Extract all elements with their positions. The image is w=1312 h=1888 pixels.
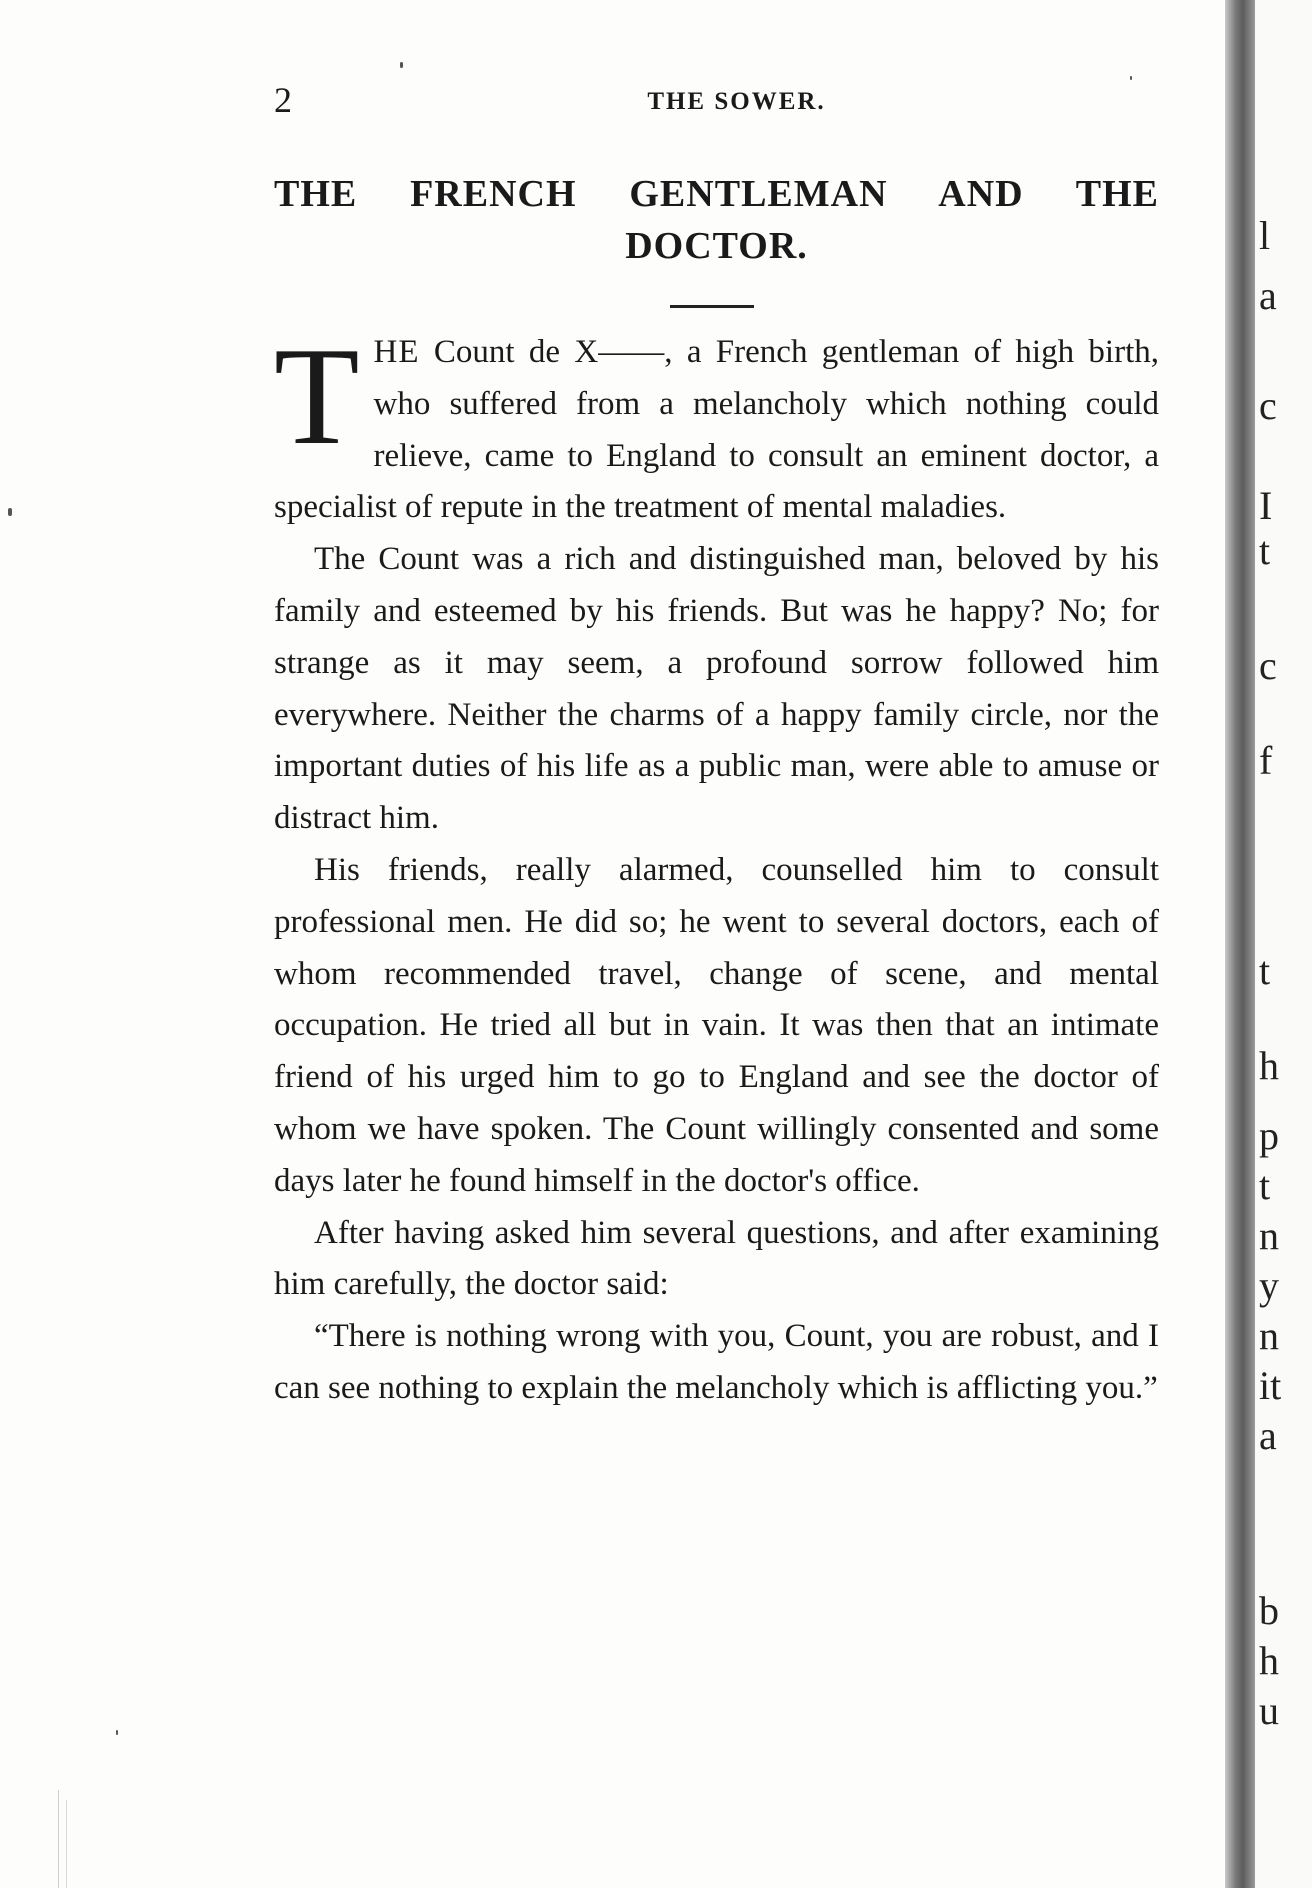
facing-page-fragment: h bbox=[1259, 1638, 1279, 1683]
drop-cap: T bbox=[274, 319, 360, 474]
paragraph-1-text: Count de X——, a French gentleman of high birth, who suffered from a melancholy which nothing could relieve, came to England to consult an eminent doctor, a specialist of repute in the treatment of mental maladies. bbox=[274, 334, 1159, 526]
running-title: THE SOWER. bbox=[647, 88, 826, 115]
page-number: 2 bbox=[274, 80, 292, 120]
facing-page-fragment: t bbox=[1259, 1163, 1271, 1208]
facing-page-fragment: p bbox=[1259, 1113, 1279, 1158]
facing-page-fragment: a bbox=[1259, 1413, 1277, 1458]
facing-page-fragment: n bbox=[1259, 1213, 1279, 1258]
facing-page-fragment: I bbox=[1259, 483, 1273, 528]
facing-page-edge bbox=[1255, 0, 1312, 1888]
facing-page-fragment: n bbox=[1259, 1313, 1279, 1358]
paragraph-1 bbox=[274, 319, 1159, 534]
paragraph-4: After having asked him several questions, and after examining him carefully, the doctor said: bbox=[274, 1214, 1159, 1303]
facing-page-fragment: t bbox=[1259, 948, 1271, 993]
page-edge-line bbox=[58, 1790, 59, 1888]
paragraph-5: “There is nothing wrong with you, Count, you are robust, and I can see nothing to explain the melancholy which is afflicting you.” bbox=[274, 1318, 1159, 1406]
facing-page-fragment: t bbox=[1259, 528, 1271, 573]
article-heading bbox=[274, 168, 1159, 272]
heading-line-1: THE FRENCH GENTLEMAN AND THE bbox=[274, 173, 1159, 215]
page-edge-line bbox=[66, 1800, 67, 1888]
paragraph-2: The Count was a rich and distinguished man, beloved by his family and esteemed by his friends. But was he happy? No; for strange as it may seem, a profound sorrow followed him everywhere. Neither the charms of a happy family circle, nor the important duties of his life as a public man, were able to amuse or distract him. bbox=[274, 541, 1159, 837]
heading-rule bbox=[670, 305, 754, 308]
facing-page-fragment: a bbox=[1259, 273, 1277, 318]
print-speck bbox=[1130, 76, 1132, 80]
article-body bbox=[274, 319, 1159, 1415]
facing-page-fragment: u bbox=[1259, 1688, 1279, 1733]
facing-page-fragment: c bbox=[1259, 383, 1277, 428]
facing-page-fragment: y bbox=[1259, 1263, 1279, 1308]
facing-page-fragment: h bbox=[1259, 1043, 1279, 1088]
facing-page-fragment: l bbox=[1259, 213, 1271, 258]
print-speck bbox=[116, 1730, 118, 1735]
running-head bbox=[274, 80, 1159, 120]
print-speck bbox=[8, 508, 12, 516]
book-gutter bbox=[1225, 0, 1255, 1888]
facing-page-fragment: f bbox=[1259, 738, 1273, 783]
paragraph-3: His friends, really alarmed, counselled him to consult professional men. He did so; he went to several doctors, each of whom recommended travel, change of scene, and mental occupation. He tried all but in vain. It was then that an intimate friend of his urged him to go to England and see the doctor of whom we have spoken. The Count willingly consented and some days later he found himself in the doctor's office. bbox=[274, 851, 1159, 1199]
first-word: HE bbox=[373, 334, 420, 370]
facing-page-fragment: c bbox=[1259, 643, 1277, 688]
print-speck bbox=[400, 62, 403, 68]
heading-line-2: DOCTOR. bbox=[625, 225, 808, 267]
facing-page-fragment: b bbox=[1259, 1588, 1279, 1633]
facing-page-fragment: it bbox=[1259, 1363, 1282, 1408]
